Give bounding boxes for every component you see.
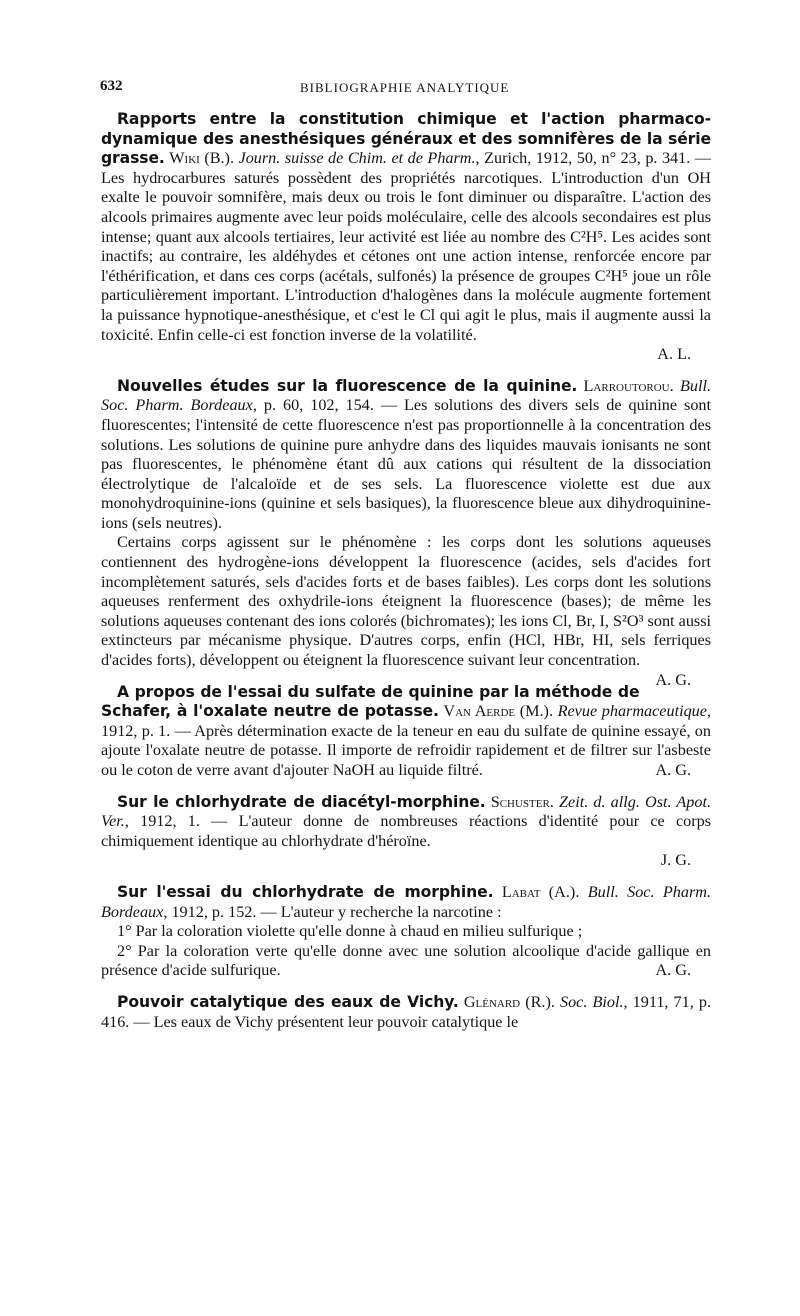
entry-title: A propos de l'essai du sulfate de quinine par la méthode de Schafer, à l'oxalate neutre de potasse.: [101, 682, 640, 721]
list-item-text: 2° Par la coloration verte qu'elle donne avec une solution alcoolique d'acide gallique en présence d'acide sulfurique.: [101, 941, 711, 980]
entry-signature: J. G.: [660, 851, 691, 870]
entry-author: Glénard (R.).: [463, 992, 555, 1011]
entry-body: Les hydrocarbures saturés possèdent des propriétés narcotiques. L'introduction d'un OH exalte le pouvoir somnifère, mais deux ou trois le font diminuer ou disparaître. L'action des alcools primaires augmente avec leur poids moléculaire, celle des alcools secondaires est plus intense; quant aux alcools tertiaires, leur activité est liée au nombre des: [101, 168, 711, 246]
entry-citation: , 1912, p. 152. —: [163, 902, 277, 921]
entry-paragraph: [101, 533, 712, 689]
entry-title: Rapports entre la constitution chimique et l'action pharmaco-dynamique des anesthésiques généraux et des somnifères de la série grasse.: [101, 110, 711, 168]
bibliography-entry: [101, 110, 711, 365]
entry-paragraph: [101, 793, 711, 852]
entry-source: Zeit. d. allg. Ost. Apot. Ver.: [101, 792, 712, 831]
entry-citation: , 1912, 1. —: [124, 812, 228, 831]
entry-source: Bull. Soc. Pharm. Bordeaux: [101, 882, 711, 921]
entry-body: L'auteur donne de nombreuses réactions d'identité pour ce corps chimiquement identique au chlorhydrate d'héroïne.: [101, 812, 712, 850]
running-title: BIBLIOGRAPHIE ANALYTIQUE: [300, 80, 510, 95]
bibliography-entry: [101, 683, 711, 781]
entry-source: Journ. suisse de Chim. et de Pharm.: [238, 149, 476, 168]
entry-body: Certains corps agissent sur le phénomène : les corps dont les solutions aqueuses contiennent des hydrogène-ions développent la fluorescence (acides, sels d'acides fort incomplètement saturés, sels d'acides forts et de bases faibles). Les corps dont les solutions aqueuses renferment des oxhydrile-ions éteignent la fluorescence (bases); de même les solutions aqueuses contenant des ions colorés (bichromates); les ions Cl, Br, I,: [101, 533, 711, 630]
entry-body: sont aussi extincteurs par mécanisme physique. D'autres corps, enfin (HCl, HBr, HI, sels ferriques d'acides forts), développent ou éteignent la fluorescence suivant leur concentration.: [101, 611, 712, 670]
entry-paragraph: [101, 110, 711, 345]
entry-citation: , Zurich, 1912, 50, n° 23, p. 341. —: [475, 149, 711, 168]
bibliography-entry: [101, 376, 712, 689]
chemical-formula: C²H⁵.: [570, 227, 608, 246]
page-content: [101, 110, 711, 1044]
entry-citation: , p. 60, 102, 154. —: [252, 396, 398, 415]
entry-author: Van Aerde (M.).: [443, 702, 553, 721]
entry-author: Wiki (B.).: [169, 149, 234, 168]
chemical-formula: S²O³: [613, 611, 644, 630]
entry-signature: A. G.: [655, 670, 691, 689]
entry-author: Labat (A.).: [501, 882, 580, 901]
bibliography-entry: [101, 883, 711, 981]
entry-body: Les eaux de Vichy présentent leur pouvoir catalytique le: [153, 1012, 519, 1031]
entry-signature: A. G.: [655, 961, 691, 980]
entry-body: Les solutions des divers sels de quinine sont fluorescentes; l'intensité de cette fluorescence n'est pas proportionnelle à la concentration des solutions. Les solutions de quinine pure anhydre dans des liquides mauvais ionisants ne sont pas fluorescentes, le phénomène étant dû aux cations qui résultent de la dissociation électrolytique de l'alcaloïde et de ses sels. La fluorescence violette est due aux monohydroquinine-ions (quinine et sels basiques), la fluorescence bleue aux dihydroquinine-ions (sels neutres).: [101, 396, 712, 532]
running-head: [100, 78, 710, 100]
entry-title: Nouvelles études sur la fluorescence de la quinine.: [117, 376, 578, 395]
entry-body: Les acides sont inactifs; au contraire, les aldéhydes et cétones ont une action intense, renforcée encore par l'éthérification, et dans ces corps (acétals, sulfonés) la présence de groupes: [101, 227, 712, 285]
entry-source: Soc. Biol.: [559, 992, 624, 1011]
list-item: 1° Par la coloration violette qu'elle donne à chaud en milieu sulfurique ;: [117, 922, 583, 941]
entry-author: Schuster.: [490, 792, 554, 811]
entry-paragraph: [101, 377, 711, 534]
entry-body: Après détermination exacte de la teneur en eau du sulfate de quinine essayé, on ajoute l'oxalate neutre de potasse. Il importe de refroidir rapidement et de filtrer sur l'asbeste ou le coton de verre avant d'ajouter NaOH au liquide filtré.: [101, 721, 711, 779]
entry-author: Larroutorou.: [583, 376, 674, 395]
entry-body: joue un rôle particulièrement important. L'introduction d'halogènes dans la molécule augmente fortement la puissance hypnotique-anesthésique, et c'est le Cl qui agit le plus, mais il augmente aussi la toxicité. Enfin celle-ci est fonction inverse de la volatilité.: [101, 266, 712, 344]
entry-paragraph: [101, 683, 711, 781]
entry-paragraph: [101, 883, 711, 922]
chemical-formula: C²H⁵: [594, 266, 628, 285]
entry-title: Sur le chlorhydrate de diacétyl-morphine.: [117, 792, 486, 811]
page-number: 632: [100, 78, 123, 94]
entry-source: Bull. Soc. Pharm. Bordeaux: [101, 376, 711, 415]
entry-citation: , 1911, 71, p. 416. —: [101, 992, 712, 1031]
bibliography-entry: [101, 993, 711, 1032]
entry-body: L'auteur y recherche la narcotine :: [280, 902, 502, 921]
entry-paragraph: [101, 993, 711, 1032]
list-item: [101, 942, 711, 981]
bibliography-entry: [101, 793, 711, 871]
entry-title: Sur l'essai du chlorhydrate de morphine.: [117, 882, 494, 901]
entry-signature: A. L.: [657, 345, 691, 364]
entry-title: Pouvoir catalytique des eaux de Vichy.: [117, 992, 459, 1011]
entry-citation: , 1912, p. 1. —: [101, 702, 711, 740]
entry-source: Revue pharmaceutique: [557, 702, 707, 721]
entry-signature: A. G.: [655, 761, 691, 779]
